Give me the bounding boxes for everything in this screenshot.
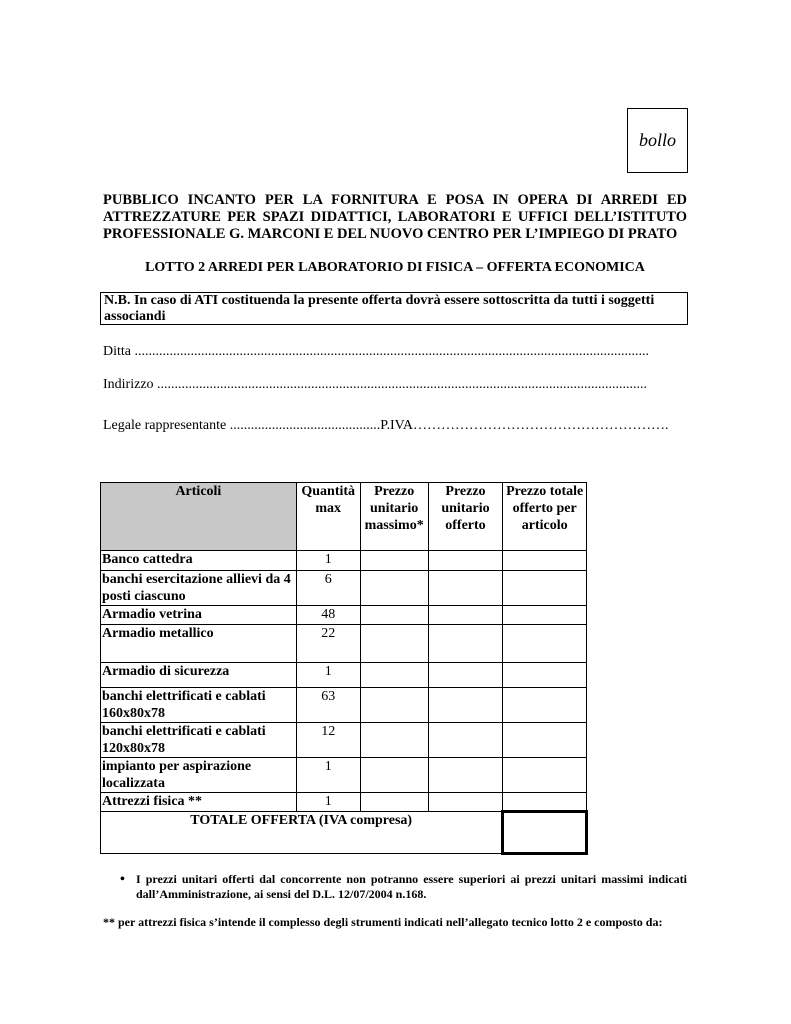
cell-prezzo-massimo [360,551,428,571]
header-prezzo-totale: Prezzo totale offerto per articolo [503,483,587,551]
cell-prezzo-massimo [360,688,428,723]
table-row [101,723,587,758]
cell-prezzo-totale[interactable] [503,758,587,793]
indirizzo-field[interactable] [103,377,687,393]
ditta-field[interactable] [103,344,687,360]
row-articolo: Armadio di sicurezza [101,663,297,688]
table-row [101,758,587,793]
document-title [103,192,687,243]
table-row [101,606,587,625]
cell-prezzo-offerto[interactable] [428,625,503,663]
cell-prezzo-massimo [360,571,428,606]
table-row [101,551,587,571]
total-label: TOTALE OFFERTA (IVA compresa) [101,812,503,854]
indirizzo-dots: ............................................................................................................................................ [157,377,648,392]
ditta-label: Ditta [103,344,131,359]
row-articolo: banchi esercitazione allievi da 4 posti ciascuno [101,571,297,606]
stamp-label: bollo [638,130,676,150]
cell-prezzo-totale[interactable] [503,723,587,758]
header-prezzo-massimo: Prezzo unitario massimo* [360,483,428,551]
cell-prezzo-massimo [360,606,428,625]
cell-prezzo-offerto[interactable] [428,663,503,688]
lot-heading: LOTTO 2 ARREDI PER LABORATORIO DI FISICA – OFFERTA ECONOMICA [145,260,645,275]
cell-prezzo-offerto[interactable] [428,688,503,723]
row-qty: 22 [296,625,360,663]
cell-prezzo-offerto[interactable] [428,793,503,812]
cell-prezzo-totale[interactable] [503,625,587,663]
cell-prezzo-totale[interactable] [503,793,587,812]
cell-prezzo-offerto[interactable] [428,606,503,625]
cell-prezzo-massimo [360,663,428,688]
price-table [100,482,588,855]
table-row [101,793,587,812]
row-qty: 63 [296,688,360,723]
ditta-dots: ................................................................................................................................................... [134,344,649,359]
row-qty: 1 [296,663,360,688]
cell-prezzo-massimo [360,758,428,793]
cell-prezzo-totale[interactable] [503,551,587,571]
title-line-3: PROFESSIONALE G. MARCONI E DEL NUOVO CENTRO PER L’IMPIEGO DI PRATO [103,226,678,242]
footnote: ** per attrezzi fisica s’intende il complesso degli strumenti indicati nell’allegato tecnico lotto 2 e composto da: [103,915,663,929]
header-quantita: Quantità max [296,483,360,551]
row-qty: 1 [296,793,360,812]
cell-prezzo-offerto[interactable] [428,758,503,793]
row-qty: 6 [296,571,360,606]
table-row [101,688,587,723]
legale-dots: ........................................... [229,418,381,433]
row-qty: 1 [296,758,360,793]
indirizzo-label: Indirizzo [103,377,154,392]
row-articolo: banchi elettrificati e cablati 160x80x78 [101,688,297,723]
cell-prezzo-massimo [360,723,428,758]
price-note-text: I prezzi unitari offerti dal concorrente non potranno essere superiori ai prezzi unitari massimi indicati dall’Amministrazione, ai sensi del D.L. 12/07/2004 n.168. [136,872,687,901]
row-qty: 12 [296,723,360,758]
total-offer-box[interactable] [503,812,587,854]
table-row [101,571,587,606]
row-articolo: Armadio vetrina [101,606,297,625]
header-prezzo-offerto: Prezzo unitario offerto [428,483,503,551]
nb-notice-box: N.B. In caso di ATI costituenda la presente offerta dovrà essere sottoscritta da tutti i soggetti associandi [100,292,688,325]
price-note [120,872,687,902]
row-qty: 1 [296,551,360,571]
cell-prezzo-massimo [360,793,428,812]
total-row [101,812,587,854]
title-line-1: PUBBLICO INCANTO PER LA FORNITURA E POSA IN OPERA DI ARREDI ED [103,192,687,208]
cell-prezzo-totale[interactable] [503,606,587,625]
bullet-icon: • [120,872,125,887]
row-articolo: Armadio metallico [101,625,297,663]
cell-prezzo-offerto[interactable] [428,551,503,571]
cell-prezzo-totale[interactable] [503,663,587,688]
legale-field[interactable] [103,418,687,434]
table-row [101,663,587,688]
cell-prezzo-totale[interactable] [503,571,587,606]
cell-prezzo-offerto[interactable] [428,723,503,758]
cell-prezzo-offerto[interactable] [428,571,503,606]
table-row [101,625,587,663]
row-articolo: banchi elettrificati e cablati 120x80x78 [101,723,297,758]
row-articolo: impianto per aspirazione localizzata [101,758,297,793]
row-qty: 48 [296,606,360,625]
piva-label: P.IVA [380,418,414,433]
row-articolo: Banco cattedra [101,551,297,571]
legale-label: Legale rappresentante [103,418,227,433]
header-articoli: Articoli [101,483,297,551]
stamp-box [627,108,688,173]
row-articolo: Attrezzi fisica ** [101,793,297,812]
piva-dots: ………………………………………………. [413,418,669,433]
cell-prezzo-totale[interactable] [503,688,587,723]
cell-prezzo-massimo [360,625,428,663]
title-line-2: ATTREZZATURE PER SPAZI DIDATTICI, LABORATORI E UFFICI DELL’ISTITUTO [103,209,687,225]
